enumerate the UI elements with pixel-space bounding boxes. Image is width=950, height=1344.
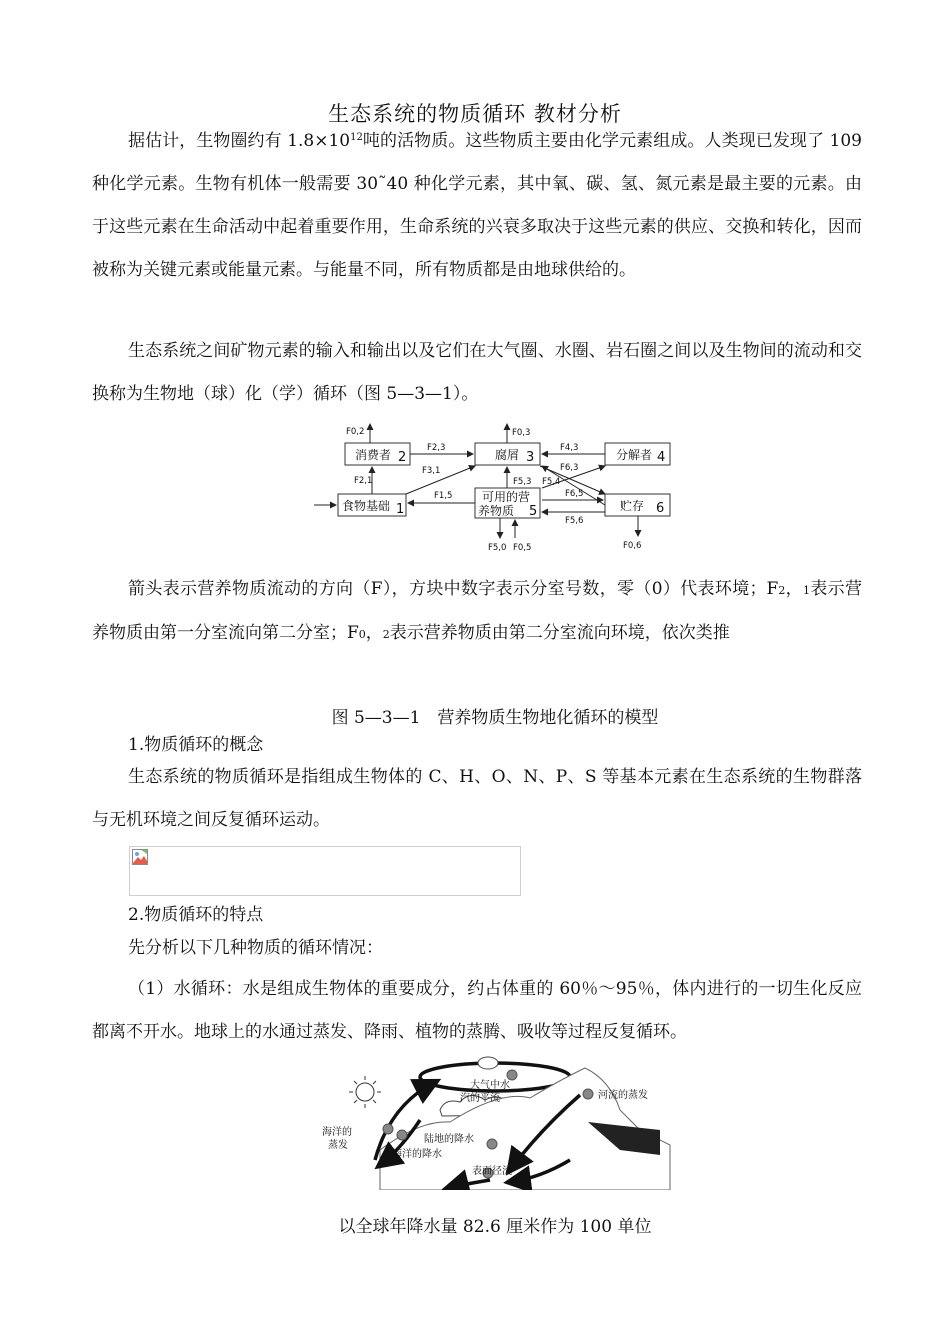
sun-icon [349, 1076, 381, 1108]
paragraph-water-cycle: （1）水循环：水是组成生物体的重要成分，约占体重的 60％～95％，体内进行的一切生化反应都离不开水。地球上的水通过蒸发、降雨、植物的蒸腾、吸收等过程反复循环。 [92, 979, 862, 1042]
label-consumer: 消费者 [355, 448, 392, 462]
broken-image-icon [132, 849, 148, 865]
flow-f65: F6,5 [565, 489, 584, 499]
flow-f23: F2,3 [427, 443, 446, 453]
label-decomposer: 分解者 [616, 448, 653, 462]
legend-text-b: ， [785, 579, 803, 599]
flow-f05: F0,5 [513, 543, 532, 553]
flow-f06: F0,6 [623, 541, 642, 551]
paragraph-biogeochemical: 生态系统之间矿物元素的输入和输出以及它们在大气圈、水圈、岩石圈之间以及生物间的流动和交换称为生物地（球）化（学）循环（图 5—3—1）。 [92, 341, 862, 404]
broken-image-placeholder [129, 846, 521, 896]
num-storage: 6 [656, 501, 665, 516]
paragraph-diagram-legend [92, 568, 862, 656]
paragraph-analysis-intro: 先分析以下几种物质的循环情况： [128, 938, 383, 958]
paragraph-intro-text-b: 吨的活物质。这些物质主要由化学元素组成。人类现已发现了 109 种化学元素。生物有机体一般需要 30˜40 种化学元素，其中氧、碳、氢、氮元素是最主要的元素。由于这些元素在生命活动中起着重要作用，生命系统的兴衰多取决于这些元素的供应、交换和转化，因而被称为关键元素或能量元素。与能量不同，所有物质都是由地球供给的。 [92, 131, 862, 280]
legend-sub-3: 0 [358, 628, 366, 641]
legend-text-d: ， [365, 623, 383, 643]
label-ocean-evaporation-1: 海洋的 [322, 1127, 352, 1138]
legend-sub-2: 1 [803, 584, 810, 597]
legend-text-c: 表示营养物质由第一分室流向第二分室；F [92, 579, 863, 643]
flow-f15: F1,5 [434, 491, 453, 501]
flow-f02: F0,2 [346, 427, 365, 437]
label-nutrients-1: 可用的营 [482, 490, 531, 504]
label-nutrients-2: 养物质 [478, 504, 515, 518]
label-atmospheric-vapor-2: 汽的平流 [460, 1093, 500, 1104]
label-ocean-evaporation-2: 蒸发 [328, 1140, 348, 1151]
nutrient-cycle-diagram [310, 420, 690, 560]
water-cycle-diagram [320, 1050, 680, 1190]
label-atmospheric-vapor-1: 大气中水 [470, 1080, 510, 1091]
flow-f31: F3,1 [422, 466, 441, 476]
flow-f56: F5,6 [565, 516, 584, 526]
label-surface-runoff: 表面径流 [472, 1166, 512, 1177]
legend-sub-1: 2 [778, 584, 786, 597]
heading-characteristics: 2.物质循环的特点 [128, 905, 264, 925]
label-ocean-precipitation: 海洋的降水 [392, 1149, 442, 1160]
legend-text-e: 表示营养物质由第二分室流向环境，依次类推 [389, 623, 730, 643]
num-nutrients: 5 [529, 504, 538, 519]
paragraph-concept: 生态系统的物质循环是指组成生物体的 C、H、O、N、P、S 等基本元素在生态系统的生物群落与无机环境之间反复循环运动。 [92, 767, 862, 830]
flow-f21: F2,1 [354, 476, 373, 486]
num-detritus: 3 [526, 450, 535, 465]
label-food-base: 食物基础 [342, 499, 391, 513]
figure-caption-2: 以全球年降水量 82.6 厘米作为 100 单位 [338, 1217, 652, 1237]
num-food-base: 1 [396, 502, 405, 517]
label-storage: 贮存 [620, 499, 645, 513]
flow-f54: F5,4 [542, 477, 561, 487]
flow-f50: F5,0 [488, 543, 507, 553]
flow-f03: F0,3 [512, 428, 531, 438]
flow-f63: F6,3 [560, 463, 579, 473]
paragraph-intro [92, 120, 862, 292]
legend-sub-4: 2 [382, 628, 390, 641]
heading-concept: 1.物质循环的概念 [128, 735, 264, 755]
exponent: 12 [350, 132, 363, 143]
label-river-evaporation: 河流的蒸发 [598, 1090, 648, 1101]
label-detritus: 腐屑 [495, 448, 520, 462]
flow-f53: F5,3 [513, 477, 532, 487]
num-consumer: 2 [398, 450, 407, 465]
flow-f43: F4,3 [560, 443, 579, 453]
num-decomposer: 4 [657, 450, 666, 465]
paragraph-intro-text-a: 据估计，生物圈约有 1.8×10 [128, 131, 351, 151]
figure-caption-1: 图 5—3—1 营养物质生物地化循环的模型 [331, 708, 659, 728]
label-land-precipitation: 陆地的降水 [424, 1134, 474, 1145]
legend-text-a: 箭头表示营养物质流动的方向（F），方块中数字表示分室号数，零（0）代表环境；F [128, 579, 779, 599]
document-title: 生态系统的物质循环 教材分析 [328, 102, 622, 126]
